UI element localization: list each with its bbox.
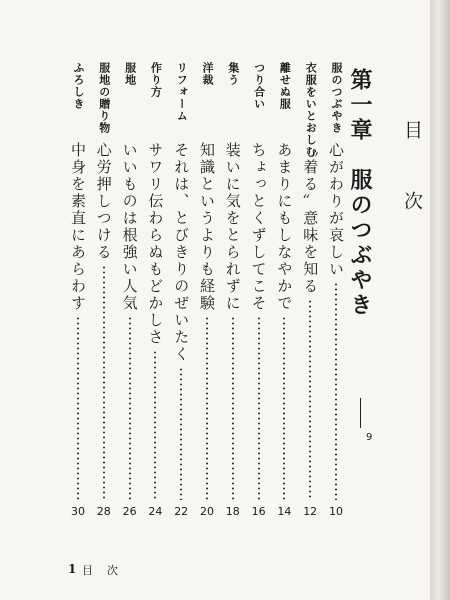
entry-title: あまりにもしなやかで [275, 142, 294, 312]
entry-title: 中身を素直にあらわす [69, 142, 87, 312]
entry-title: ちょっとくずしてこそ [249, 142, 268, 312]
entry-title: 〝着る〟意味を知る [301, 142, 320, 295]
entry-title: サワリ伝わらぬもどかしさ [146, 142, 165, 346]
leader-dots [335, 282, 337, 500]
entry-category: リフォーム [175, 62, 189, 122]
page-edge [430, 0, 450, 600]
entry-category: 洋裁 [201, 62, 214, 86]
leader-dots [232, 316, 234, 500]
entry-title: それは、とびきりのぜいたく [172, 142, 191, 363]
toc-heading: 目次 [401, 120, 423, 262]
entry-category: 服地の贈り物 [97, 62, 111, 134]
entry-category: 服のつぶやき [330, 62, 343, 134]
entry-title: 知識というよりも経験 [198, 142, 216, 312]
entry-category: 作り方 [149, 62, 163, 98]
entry-category: つり合い [252, 62, 266, 110]
entry-category: 衣服をいとおしむ [304, 62, 318, 158]
entry-title: 心労押しつける [94, 142, 113, 261]
entry-category: 集う [226, 62, 240, 86]
entry-page-number: 30 [71, 505, 85, 518]
leader-dots [180, 367, 182, 500]
chapter-heading [349, 68, 371, 318]
entry-page-number: 16 [251, 505, 266, 518]
entry-category: 服地 [123, 62, 137, 86]
leader-dots [283, 316, 285, 500]
chapter-label: 第一章 [347, 68, 373, 143]
leader-dots [258, 316, 260, 500]
leader-dots [309, 299, 311, 500]
chapter-title: 服のつぶやき [347, 168, 373, 318]
leader-dots [103, 265, 105, 500]
folio-label: 目次 [82, 564, 132, 577]
folio-number: 1 [68, 562, 77, 576]
entry-page-number: 22 [174, 505, 189, 518]
entry-category: 離せぬ服 [278, 62, 292, 110]
entry-title: 装いに気をとられずに [223, 142, 242, 312]
entry-page-number: 12 [303, 505, 318, 518]
leader-dots [77, 316, 79, 500]
entry-page-number: 14 [277, 505, 292, 518]
chapter-page-number: 9 [366, 432, 373, 443]
leader-dots [154, 350, 156, 500]
entry-page-number: 10 [329, 505, 343, 518]
entry-page-number: 18 [225, 505, 240, 518]
leader-dots [129, 316, 131, 500]
entry-title: 心がわりが哀しい [327, 142, 345, 278]
entry-page-number: 26 [122, 505, 137, 518]
entry-page-number: 20 [200, 505, 214, 518]
entry-category: ふろしき [72, 62, 85, 110]
entry-title: いいものは根強い人気 [120, 142, 139, 312]
entry-page-number: 28 [96, 505, 111, 518]
chapter-leader [360, 398, 361, 428]
leader-dots [206, 316, 208, 500]
entry-page-number: 24 [148, 505, 163, 518]
